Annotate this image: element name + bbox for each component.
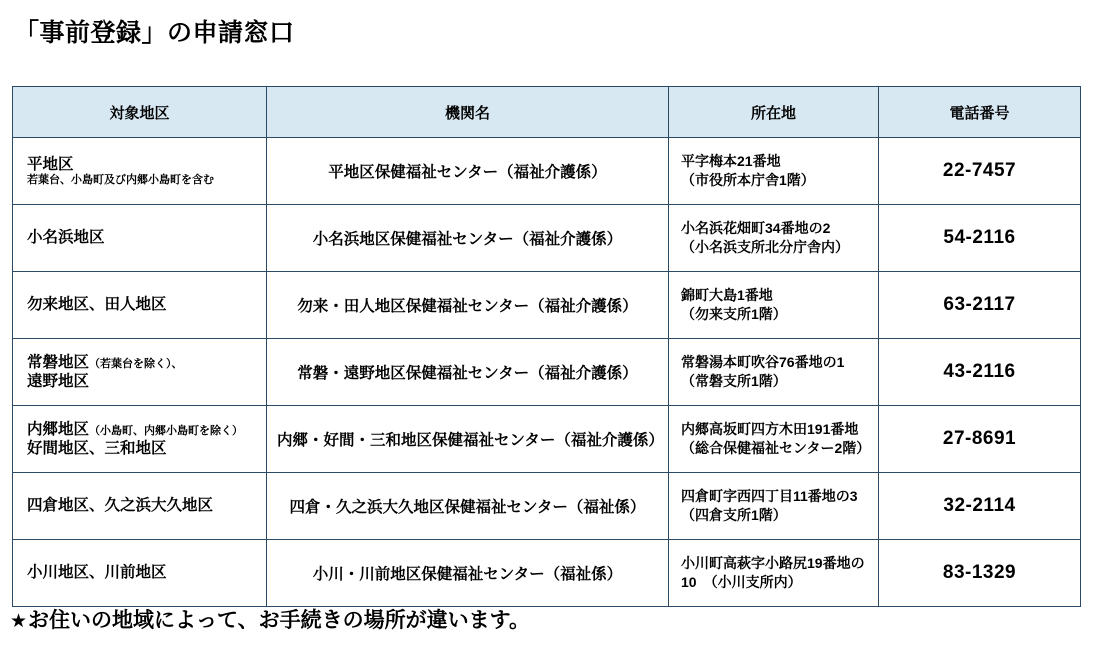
address-line-1: 内郷高坂町四方木田191番地 — [681, 421, 859, 438]
phone-number: 32-2114 — [943, 495, 1016, 516]
office-name: 平地区保健福祉センター（福祉介護係） — [328, 164, 607, 181]
cell-phone — [879, 205, 1081, 272]
address-line-2: （勿来支所1階） — [681, 306, 787, 322]
address-line-2: （小名浜支所北分庁舎内） — [681, 239, 849, 255]
district-name: 平地区 — [27, 155, 74, 173]
cell-office — [267, 205, 669, 272]
cell-district — [13, 272, 267, 339]
cell-district — [13, 406, 267, 473]
cell-office — [267, 473, 669, 540]
cell-phone — [879, 138, 1081, 205]
column-header-district: 対象地区 — [13, 87, 267, 138]
district-name-part-1: 常磐地区 — [27, 353, 90, 371]
cell-address — [669, 406, 879, 473]
district-note-inline: （小島町、内郷小島町を除く） — [89, 424, 244, 437]
cell-phone — [879, 473, 1081, 540]
district-name-part-2: 好間地区、三和地区 — [27, 440, 167, 457]
phone-number: 43-2116 — [943, 361, 1016, 382]
cell-district — [13, 339, 267, 406]
address-line-1: 常磐湯本町吹谷76番地の1 — [681, 354, 845, 371]
table-header — [13, 87, 1081, 138]
application-offices-table-wrapper — [12, 86, 1080, 607]
phone-number: 63-2117 — [943, 294, 1016, 315]
district-name-part-2: 遠野地区 — [27, 373, 90, 390]
office-name: 常磐・遠野地区保健福祉センター（福祉介護係） — [297, 365, 638, 382]
table-row — [13, 205, 1081, 272]
phone-number: 83-1329 — [942, 562, 1017, 583]
table-header-row — [13, 87, 1081, 138]
page-title: 「事前登録」の申請窓口 — [14, 19, 295, 47]
address-line-2: 10 （小川支所内） — [681, 574, 802, 590]
footnote-text: お住いの地域によって、お手続きの場所が違います。 — [28, 609, 530, 632]
table-row — [13, 138, 1081, 205]
district-name — [27, 420, 256, 439]
cell-district — [13, 205, 267, 272]
district-name: 小名浜地区 — [27, 229, 105, 247]
address-line-1: 小川町高萩字小路尻19番地の — [681, 555, 865, 572]
cell-phone — [879, 272, 1081, 339]
table-row — [13, 406, 1081, 473]
column-header-address: 所在地 — [669, 87, 879, 138]
table-row — [13, 540, 1081, 607]
star-icon: ★ — [10, 611, 28, 632]
phone-number: 54-2116 — [943, 227, 1016, 248]
address-line-2: （常磐支所1階） — [681, 373, 787, 389]
cell-district — [13, 540, 267, 607]
address-line-1: 錦町大島1番地 — [681, 287, 773, 304]
office-name: 四倉・久之浜大久地区保健福祉センター（福祉係） — [289, 499, 646, 516]
table-row — [13, 272, 1081, 339]
table-row — [13, 339, 1081, 406]
cell-phone — [879, 406, 1081, 473]
phone-number: 22-7457 — [942, 160, 1017, 181]
table-body — [13, 138, 1081, 607]
application-offices-table — [12, 86, 1081, 607]
office-name: 勿来・田人地区保健福祉センター（福祉介護係） — [297, 298, 638, 315]
cell-office — [267, 138, 669, 205]
office-name: 小川・川前地区保健福祉センター（福祉係） — [312, 566, 623, 583]
address-line-2: （総合保健福祉センター2階） — [681, 440, 871, 456]
district-name-part-1: 内郷地区 — [27, 420, 90, 438]
cell-district — [13, 473, 267, 540]
cell-address — [669, 205, 879, 272]
cell-phone — [879, 339, 1081, 406]
address-line-1: 四倉町字西四丁目11番地の3 — [681, 488, 858, 505]
office-name: 小名浜地区保健福祉センター（福祉介護係） — [312, 231, 623, 248]
address-line-1: 平字梅本21番地 — [681, 153, 781, 170]
address-line-2: （市役所本庁舎1階） — [681, 172, 815, 188]
district-name — [27, 353, 256, 372]
district-name: 小川地区、川前地区 — [27, 564, 167, 582]
footnote — [10, 608, 530, 634]
cell-office — [267, 339, 669, 406]
office-name: 内郷・好間・三和地区保健福祉センター（福祉介護係） — [277, 432, 664, 449]
district-note-inline: （若葉台を除く）、 — [89, 357, 183, 370]
cell-address — [669, 540, 879, 607]
district-name: 四倉地区、久之浜大久地区 — [27, 497, 214, 515]
cell-address — [669, 473, 879, 540]
column-header-phone: 電話番号 — [879, 87, 1081, 138]
phone-number: 27-8691 — [942, 428, 1017, 449]
column-header-office: 機関名 — [267, 87, 669, 138]
cell-address — [669, 339, 879, 406]
cell-address — [669, 138, 879, 205]
cell-office — [267, 540, 669, 607]
district-name: 勿来地区、田人地区 — [27, 296, 167, 314]
cell-address — [669, 272, 879, 339]
cell-office — [267, 406, 669, 473]
address-line-2: （四倉支所1階） — [681, 507, 787, 523]
cell-phone — [879, 540, 1081, 607]
table-row — [13, 473, 1081, 540]
cell-district — [13, 138, 267, 205]
address-line-1: 小名浜花畑町34番地の2 — [681, 220, 831, 237]
cell-office — [267, 272, 669, 339]
district-note: 若葉台、小島町及び内郷小島町を含む — [27, 174, 214, 187]
